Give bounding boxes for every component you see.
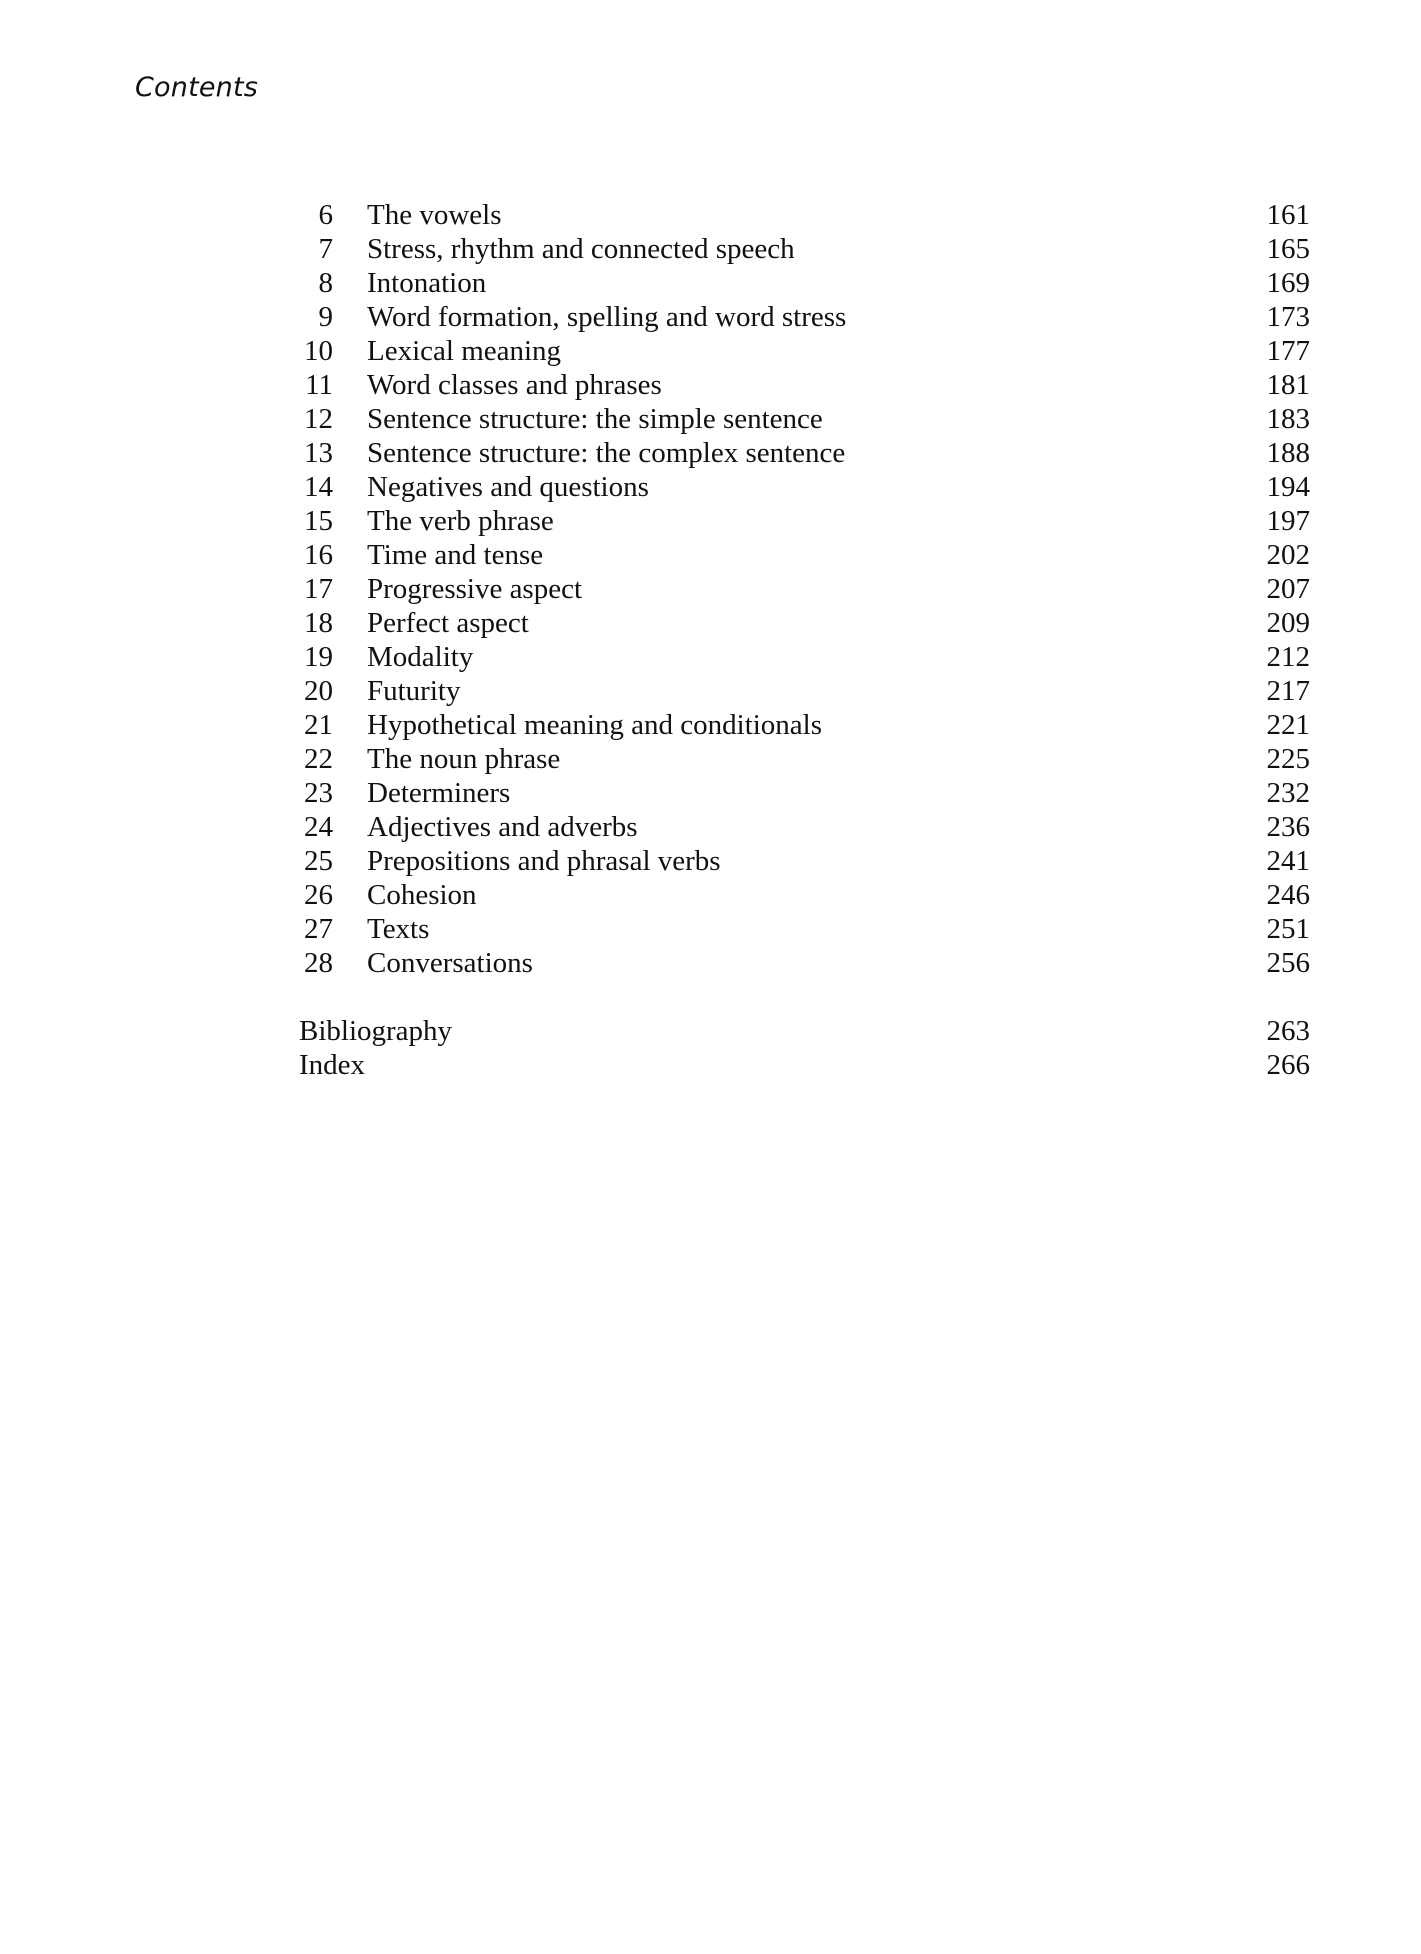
chapter-number: 21 [304,709,333,741]
page-number: 169 [1266,267,1310,299]
table-of-contents [290,198,1310,1082]
chapter-number: 13 [304,437,333,469]
chapter-number: 12 [304,403,333,435]
chapter-number: 6 [318,199,333,231]
page-number: 266 [1266,1049,1310,1081]
chapter-number: 20 [304,675,333,707]
toc-entry[interactable] [290,300,1310,334]
page-number: 212 [1266,641,1310,673]
toc-entry[interactable] [290,232,1310,266]
chapter-title: Stress, rhythm and connected speech [367,233,795,265]
toc-entry[interactable] [290,606,1310,640]
toc-entry[interactable] [290,640,1310,674]
toc-entry[interactable] [290,470,1310,504]
toc-entry[interactable] [290,878,1310,912]
chapter-title: Modality [367,641,474,673]
page-number: 217 [1266,675,1310,707]
chapter-title: Intonation [367,267,487,299]
toc-entry[interactable] [290,742,1310,776]
toc-entry[interactable] [290,708,1310,742]
chapter-number: 15 [304,505,333,537]
chapter-title: The noun phrase [367,743,561,775]
page-number: 194 [1266,471,1310,503]
chapter-number: 16 [304,539,333,571]
chapter-title: Word formation, spelling and word stress [367,301,847,333]
page-number: 173 [1266,301,1310,333]
chapter-number: 18 [304,607,333,639]
page-number: 232 [1266,777,1310,809]
running-head: Contents [135,72,259,103]
page-number: 225 [1266,743,1310,775]
chapter-title: Lexical meaning [367,335,562,367]
page-number: 221 [1266,709,1310,741]
chapter-number: 14 [304,471,333,503]
toc-entry[interactable] [290,776,1310,810]
chapter-title: Texts [367,913,430,945]
page-number: 181 [1266,369,1310,401]
toc-entry[interactable] [290,334,1310,368]
chapter-number: 19 [304,641,333,673]
chapter-number: 9 [318,301,333,333]
chapter-title: Progressive aspect [367,573,583,605]
chapter-number: 11 [305,369,333,401]
page-number: 165 [1266,233,1310,265]
chapter-title: Conversations [367,947,533,979]
page-number: 246 [1266,879,1310,911]
chapter-title: Time and tense [367,539,544,571]
chapter-title: The verb phrase [367,505,554,537]
chapter-title: Cohesion [367,879,477,911]
chapter-number: 8 [318,267,333,299]
page-number: 263 [1266,1015,1310,1047]
toc-entry[interactable] [290,810,1310,844]
chapter-number: 26 [304,879,333,911]
chapter-title: Word classes and phrases [367,369,662,401]
toc-entry[interactable] [290,572,1310,606]
chapter-title: Hypothetical meaning and conditionals [367,709,823,741]
toc-entry[interactable] [290,912,1310,946]
chapter-number: 17 [304,573,333,605]
back-matter-list [290,1014,1310,1082]
toc-entry[interactable] [290,504,1310,538]
toc-entry[interactable] [290,402,1310,436]
toc-entry[interactable] [290,266,1310,300]
page-number: 256 [1266,947,1310,979]
page-number: 197 [1266,505,1310,537]
page-number: 207 [1266,573,1310,605]
chapter-title: Negatives and questions [367,471,649,503]
page-number: 251 [1266,913,1310,945]
toc-entry[interactable] [290,946,1310,980]
page-number: 241 [1266,845,1310,877]
chapter-title: Prepositions and phrasal verbs [367,845,721,877]
toc-entry-index[interactable] [290,1048,1310,1082]
chapter-title: Determiners [367,777,511,809]
page-number: 188 [1266,437,1310,469]
toc-entry[interactable] [290,674,1310,708]
page-number: 202 [1266,539,1310,571]
page-number: 161 [1266,199,1310,231]
page-number: 236 [1266,811,1310,843]
toc-entry[interactable] [290,368,1310,402]
chapter-list [290,198,1310,980]
chapter-number: 23 [304,777,333,809]
page-number: 177 [1266,335,1310,367]
back-matter-title: Bibliography [299,1015,453,1047]
chapter-number: 7 [318,233,333,265]
toc-entry[interactable] [290,436,1310,470]
chapter-number: 25 [304,845,333,877]
chapter-number: 28 [304,947,333,979]
toc-entry[interactable] [290,538,1310,572]
page-number: 209 [1266,607,1310,639]
back-matter-title: Index [299,1049,366,1081]
chapter-title: The vowels [367,199,502,231]
chapter-title: Futurity [367,675,461,707]
chapter-number: 27 [304,913,333,945]
chapter-title: Adjectives and adverbs [367,811,638,843]
page-number: 183 [1266,403,1310,435]
chapter-title: Sentence structure: the simple sentence [367,403,823,435]
chapter-number: 22 [304,743,333,775]
toc-entry-bibliography[interactable] [290,1014,1310,1048]
chapter-title: Perfect aspect [367,607,529,639]
toc-entry[interactable] [290,198,1310,232]
chapter-number: 24 [304,811,333,843]
chapter-title: Sentence structure: the complex sentence [367,437,846,469]
chapter-number: 10 [304,335,333,367]
toc-entry[interactable] [290,844,1310,878]
